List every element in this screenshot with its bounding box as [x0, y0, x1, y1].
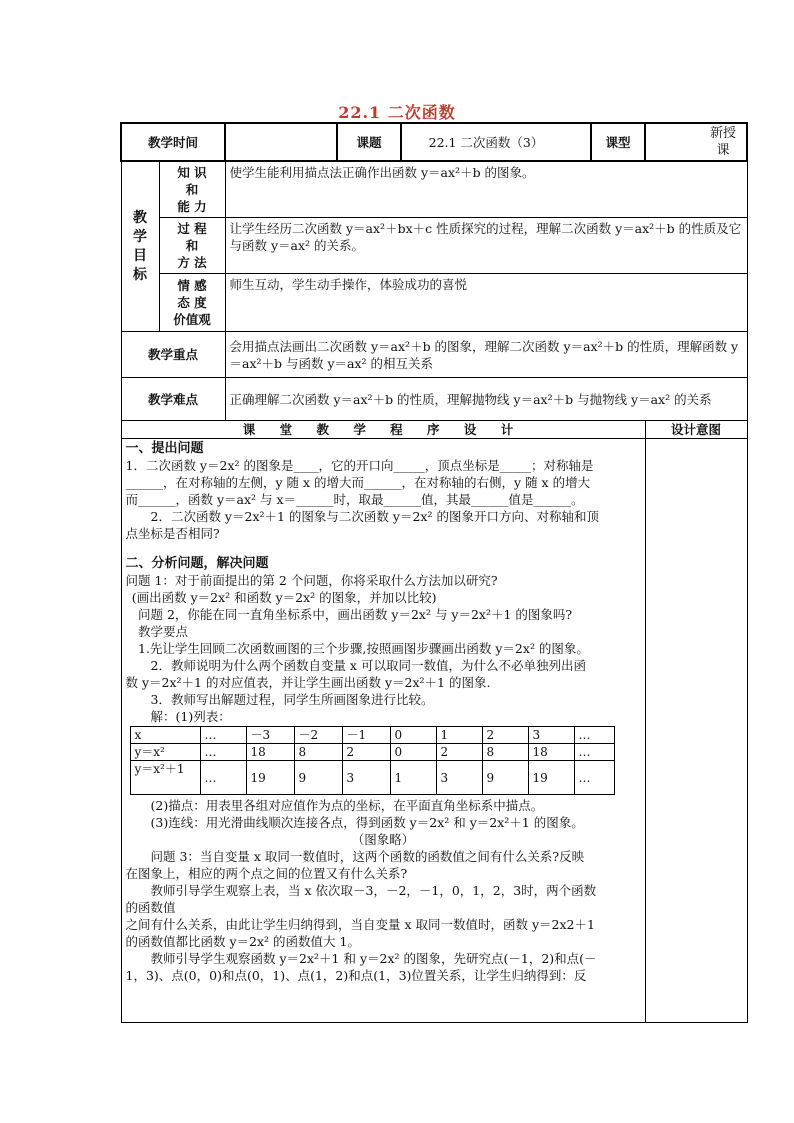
paragraph: 点坐标是否相同?: [125, 526, 220, 541]
value-cell: …: [200, 727, 246, 744]
goals-label: [121, 161, 159, 332]
value-cell: 2: [436, 744, 482, 761]
key-point-label: 教学重点: [121, 332, 225, 378]
value-cell: …: [574, 744, 614, 761]
value-cell: 8: [482, 744, 528, 761]
value-cell: …: [574, 761, 614, 795]
value-cell: －1: [342, 727, 390, 744]
goals-label-char: 目: [133, 247, 147, 264]
value-cell: 3: [528, 727, 574, 744]
topic-value: 22.1 二次函数（3）: [401, 123, 591, 161]
value-table: [130, 726, 615, 795]
paragraph: (画出函数 y＝2x² 和函数 y＝2x² 的图象，并加以比较): [131, 590, 437, 605]
goals-label-char: 学: [133, 228, 147, 245]
teaching-time-label: 教学时间: [121, 123, 225, 161]
value-cell: 9: [294, 761, 342, 795]
paragraph: 而______，函数 y＝ax² 与 x＝______时，取最______值，其最______值是______。: [125, 492, 584, 507]
knowledge-text: 使学生能利用描点法正确作出函数 y＝ax²＋b 的图象。: [225, 161, 747, 218]
value-cell: 0: [390, 727, 436, 744]
intent-header: 设计意图: [645, 421, 747, 439]
value-cell: …: [574, 727, 614, 744]
value-cell: 1: [390, 761, 436, 795]
emotion-text: 师生互动，学生动手操作，体验成功的喜悦: [225, 274, 747, 332]
value-cell: …: [200, 761, 246, 795]
knowledge-label-line: 能 力: [177, 199, 207, 214]
teaching-time-value: [225, 123, 337, 161]
paragraph: 教师引导学生观察上表，当 x 依次取－3，－2，－1，0，1，2，3时，两个函数: [150, 883, 597, 898]
paragraph: 数 y＝2x²＋1 的对应值表，并让学生画出函数 y＝2x²＋1 的图象.: [125, 675, 491, 690]
paragraph: 的函数值: [125, 900, 176, 915]
emotion-label-line: 价值观: [173, 312, 211, 327]
knowledge-label-line: 知 识: [177, 165, 207, 180]
paragraph: 在图象上，相应的两个点之间的位置又有什么关系?: [125, 866, 408, 881]
paragraph: 问题 1：对于前面提出的第 2 个问题，你将采取什么方法加以研究?: [125, 573, 498, 588]
paragraph: 问题 3：当自变量 x 取同一数值时，这两个函数的函数值之间有什么关系?反映: [150, 849, 585, 864]
value-cell: －3: [246, 727, 294, 744]
paragraph: 1．二次函数 y＝2x² 的图象是____，它的开口向_____，顶点坐标是_____；对称轴是: [125, 458, 594, 473]
value-cell: 3: [436, 761, 482, 795]
value-cell: 19: [528, 761, 574, 795]
process-label-line: 过 程: [177, 221, 207, 236]
paragraph: 之间有什么关系，由此让学生归纳得到，当自变量 x 取同一数值时，函数 y＝2x2＋1: [125, 917, 595, 932]
value-table-row: [130, 761, 614, 795]
paragraph: (2)描点：用表里各组对应值作为点的坐标，在平面直角坐标系中描点。: [150, 798, 544, 813]
process-label-line: 和: [185, 238, 199, 253]
value-cell: x: [130, 727, 200, 744]
process-text: 让学生经历二次函数 y＝ax²＋bx＋c 性质探究的过程，理解二次函数 y＝ax²＋b 的性质及它与函数 y＝ax² 的关系。: [225, 218, 747, 274]
paragraph: 1，3)、点(0，0)和点(0，1)、点(1，2)和点(1，3)位置关系，让学生归纳得到：反: [125, 968, 587, 983]
value-cell: 2: [482, 727, 528, 744]
lesson-content: [121, 439, 645, 1023]
value-cell: 8: [294, 744, 342, 761]
paragraph: 问题 2，你能在同一直角坐标系中，画出函数 y＝2x² 与 y＝2x²＋1 的图象吗?: [138, 607, 573, 622]
paragraph: 1.先让学生回顾二次函数画图的三个步骤,按照画图步骤画出函数 y＝2x² 的图象。: [138, 641, 589, 656]
value-cell: y＝x²: [130, 744, 200, 761]
process-label-line: 方 法: [177, 255, 207, 270]
value-cell: 2: [342, 744, 390, 761]
design-header: 课 堂 教 学 程 序 设 计: [121, 421, 645, 439]
value-cell: 9: [482, 761, 528, 795]
lesson-type-value: [645, 123, 747, 161]
paragraph: 2．教师说明为什么两个函数自变量 x 可以取同一数值，为什么不必单独列出函: [150, 658, 586, 673]
paragraph: 的函数值都比函数 y＝2x² 的函数值大 1。: [125, 934, 360, 949]
section-heading: 二、分析问题，解决问题: [125, 556, 269, 571]
goals-label-char: 教: [133, 209, 147, 226]
lesson-type-value-line2: 课: [716, 143, 730, 158]
value-cell: 1: [436, 727, 482, 744]
value-cell: 18: [528, 744, 574, 761]
paragraph: ______，在对称轴的左侧，y 随 x 的增大而______，在对称轴的右侧，y 随 x 的增大: [125, 475, 591, 490]
lesson-type-value-line1: 新授: [710, 126, 737, 141]
paragraph: （图象略）: [351, 832, 415, 847]
topic-label: 课题: [337, 123, 401, 161]
value-cell: 18: [246, 744, 294, 761]
value-cell: …: [200, 744, 246, 761]
section-heading: 一、提出问题: [125, 441, 204, 456]
lesson-plan-table: [120, 122, 748, 1023]
knowledge-label-line: 和: [185, 182, 199, 197]
value-cell: －2: [294, 727, 342, 744]
process-label: [159, 218, 225, 274]
value-cell: y＝x²＋1: [130, 761, 200, 795]
value-table-row: [130, 744, 614, 761]
paragraph: 教师引导学生观察函数 y＝2x²＋1 和 y＝2x² 的图象，先研究点(－1，2)和点(－: [150, 951, 597, 966]
goals-label-char: 标: [133, 266, 147, 283]
difficulty-text: 正确理解二次函数 y＝ax²＋b 的性质，理解抛物线 y＝ax²＋b 与抛物线 y＝ax² 的关系: [225, 378, 747, 421]
emotion-label-line: 情 感: [177, 278, 207, 293]
value-cell: 3: [342, 761, 390, 795]
emotion-label-line: 态 度: [177, 295, 207, 310]
knowledge-label: [159, 161, 225, 218]
paragraph: 解：(1)列表：: [150, 709, 231, 724]
lesson-type-label: 课型: [591, 123, 645, 161]
page-title: 22.1 二次函数: [338, 103, 456, 122]
paragraph: 2．二次函数 y＝2x²＋1 的图象与二次函数 y＝2x² 的图象开口方向、对称轴和顶: [150, 509, 599, 524]
value-table-row: [130, 727, 614, 744]
emotion-label: [159, 274, 225, 332]
intent-column: [645, 439, 747, 1023]
value-cell: 0: [390, 744, 436, 761]
value-cell: 19: [246, 761, 294, 795]
key-point-text: 会用描点法画出二次函数 y＝ax²＋b 的图象，理解二次函数 y＝ax²＋b 的性质，理解函数 y＝ax²＋b 与函数 y＝ax² 的相互关系: [225, 332, 747, 378]
paragraph: 教学要点: [138, 624, 189, 639]
paragraph: (3)连线：用光滑曲线顺次连接各点，得到函数 y＝2x² 和 y＝2x²＋1 的图象。: [150, 815, 584, 830]
difficulty-label: 教学难点: [121, 378, 225, 421]
paragraph: 3．教师写出解题过程，同学生所画图象进行比较。: [150, 692, 434, 707]
